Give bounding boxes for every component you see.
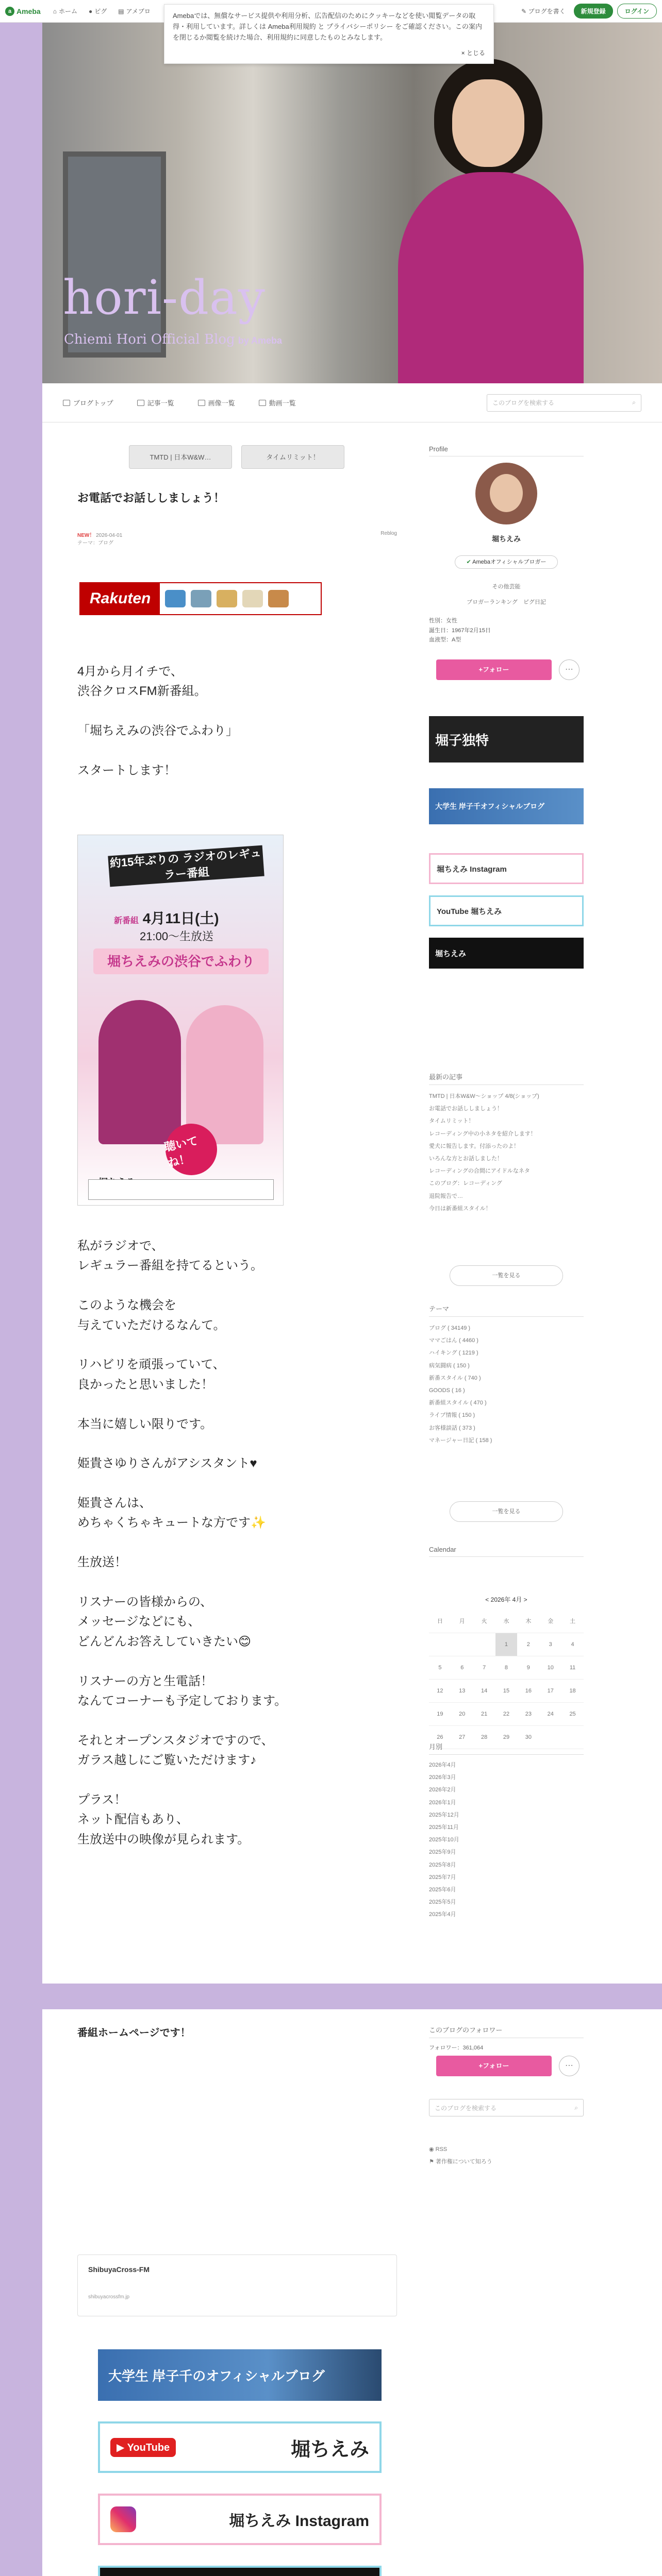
video-icon [259,400,266,406]
recent-entry-link[interactable]: TMTD | 日本W&W〜ショップ 4/8(ショップ) [429,1093,539,1099]
sidebar-banner-text: YouTube 堀ちえみ [437,907,502,916]
list-icon [137,400,144,406]
nav-videos-label: 動画一覧 [269,399,296,407]
nav-ameblo[interactable]: ▤ アメブロ [118,7,151,15]
link-card-title: ShibuyaCross-FM [88,2265,150,2274]
theme-link[interactable]: マネージャー日記 ( 158 ) [429,1437,492,1444]
program-home-text: 番組ホームページです！ [77,2027,191,2039]
nav-videos[interactable] [259,398,296,408]
copyright-link[interactable]: ⚑ 著作権について知ろう [429,2159,492,2165]
theme-link[interactable]: ハイキング ( 1219 ) [429,1350,478,1357]
signup-button[interactable]: 新規登録 [574,4,613,19]
calendar-weekday: 火 [481,1618,487,1624]
body-line: 4月から月イチで、 [77,665,183,679]
archive-link[interactable]: 2025年10月 [429,1837,459,1843]
body-line [77,1771,387,1790]
body-line [77,1474,387,1494]
body-line [77,1533,387,1553]
post-theme[interactable]: テーマ：ブログ [77,540,113,546]
calendar-day[interactable]: 9 [526,1665,530,1671]
theme-list [429,1322,492,1447]
nav-ameblo-label: アメブロ [126,8,151,15]
body-line: リハビリを頑張っていて、 [77,1358,225,1372]
profile-detail: 性別：女性 [429,618,457,624]
sidebar-banner-instagram[interactable] [429,853,584,884]
calendar-day[interactable]: 27 [459,1734,466,1740]
copyright-label: 著作権について知ろう [435,2159,492,2165]
body-line: めちゃくちゃキュートな方です✨ [77,1516,266,1530]
calendar-day[interactable]: 3 [549,1641,552,1648]
body-line [77,1335,387,1355]
body-line: ネット配信もあり、 [77,1812,189,1827]
calendar-week [429,1656,584,1680]
recent-entry-link[interactable]: 退院報告で… [429,1193,463,1199]
prev-entry-button[interactable]: TMTD | 日本W&W… [129,445,232,469]
sidebar-banner-x[interactable] [429,938,584,969]
youtube-banner-link[interactable] [98,2421,382,2473]
calendar-day[interactable]: 14 [481,1688,488,1694]
archive-link[interactable]: 2025年12月 [429,1811,459,1818]
archive-link[interactable]: 2025年7月 [429,1874,456,1880]
search-icon: ⌕ [574,2104,578,2111]
search-placeholder: このブログを検索する [492,399,555,406]
archive-link[interactable]: 2026年3月 [429,1774,456,1781]
logo-text: Ameba [16,7,41,15]
recent-heading-text: 最新の記事 [429,1072,584,1085]
profile-heading-text: Profile [429,445,584,456]
recent-entry-link[interactable]: お電話でお話ししましょう！ [429,1106,503,1112]
next-entry-button[interactable]: タイムリミット！ [241,445,344,469]
calendar-day[interactable]: 5 [438,1665,442,1671]
entry-pager [129,445,344,469]
calendar-weekday: 水 [503,1618,509,1624]
cookie-notice [164,4,494,64]
sidebar-banner-text: 堀ちえみ Instagram [437,865,507,874]
x-banner-link[interactable] [98,2566,382,2576]
sidebar-banner-2[interactable] [429,788,584,824]
radio-show-flyer-image[interactable] [77,835,284,1206]
recent-heading [429,1072,584,1090]
rakuten-logo: Rakuten [80,583,160,614]
blog-banner-link[interactable] [98,2349,382,2401]
archive-link[interactable]: 2025年4月 [429,1911,456,1918]
body-line [77,1711,387,1731]
sidebar-footer-links [429,2143,492,2168]
calendar [429,1595,584,1749]
body-line: プラス！ [77,1792,127,1807]
follower-follow-row [436,2056,580,2076]
calendar-day[interactable]: 12 [437,1688,443,1694]
calendar-day[interactable]: 20 [459,1711,466,1717]
calendar-day [473,1633,495,1656]
body-line: スタートします！ [77,763,176,777]
calendar-month[interactable]: < 2026年 4月 > [485,1596,527,1603]
archive-link[interactable]: 2026年4月 [429,1762,456,1768]
profile-avatar[interactable] [475,463,537,524]
body-line: 良かったと思いました！ [77,1377,213,1392]
calendar-day[interactable]: 26 [437,1734,443,1740]
image-icon [198,400,205,406]
cookie-close-button[interactable]: × とじる [461,49,485,57]
calendar-day[interactable]: 29 [503,1734,510,1740]
rakuten-ad-images [160,590,321,607]
body-line: ガラス越しにご覧いただけます♪ [77,1753,257,1768]
calendar-day[interactable]: 7 [483,1665,486,1671]
archive-heading-text: 月別 [429,1741,584,1755]
blog-header [42,23,662,383]
calendar-day[interactable]: 21 [481,1711,488,1717]
body-line: このような機会を [77,1298,176,1313]
follower-heading [429,2025,584,2043]
flyer-time: 21:00〜生放送 [140,930,214,943]
flyer-badge: 聴いてね！ [161,1119,222,1180]
calendar-heading [429,1546,584,1562]
write-blog-link[interactable]: ✎ ブログを書く [521,8,566,15]
profile-details [429,616,491,645]
calendar-day[interactable]: 11 [569,1665,576,1671]
blog-nav [42,383,662,422]
calendar-day[interactable]: 22 [503,1711,510,1717]
body-line: リスナーの皆様からの、 [77,1595,213,1609]
recent-more-button[interactable]: 一覧を見る [450,1265,563,1286]
calendar-day[interactable]: 19 [437,1711,443,1717]
profile-heading [429,445,584,462]
body-line: 生放送！ [77,1555,127,1570]
archive-link[interactable]: 2025年9月 [429,1849,456,1856]
body-line [77,1434,387,1454]
nav-pigg-label: ピグ [94,8,107,15]
body-line: メッセージなどにも、 [77,1615,201,1629]
body-line: 「堀ちえみの渋谷でふわり」 [77,724,238,738]
archive-heading [429,1741,584,1760]
banner-text: 大学生 岸子千のオフィシャルブログ [108,2368,325,2384]
sidebar-banner-text: 堀子独特 [435,732,489,748]
calendar-week [429,1680,584,1703]
rss-link[interactable]: ◉ RSS [429,2146,448,2153]
body-line: なんてコーナーも予定しております。 [77,1693,287,1708]
archive-link[interactable]: 2025年6月 [429,1886,456,1893]
theme-link[interactable]: ママごはん ( 4460 ) [429,1337,478,1344]
body-line [77,1395,387,1414]
profile-detail: 誕生日：1967年2月15日 [429,627,491,634]
calendar-day[interactable]: 15 [503,1688,510,1694]
nav-entries-label: 記事一覧 [147,399,174,407]
calendar-day[interactable]: 4 [571,1641,574,1648]
instagram-banner-link[interactable] [98,2494,382,2545]
flyer-show-name: 堀ちえみの渋谷でふわり [93,948,269,974]
theme-link[interactable]: 新番スタイル ( 740 ) [429,1375,481,1381]
calendar-day[interactable]: 17 [547,1688,554,1694]
post-title: お電話でお話ししましょう！ [77,492,225,504]
archive-link[interactable]: 2026年1月 [429,1799,456,1806]
flyer-new-label: 新番組 [114,917,139,925]
calendar-grid [429,1610,584,1749]
archive-link[interactable]: 2025年11月 [429,1824,459,1831]
sidebar-search-input[interactable] [429,2099,584,2116]
calendar-day[interactable]: 6 [460,1665,464,1671]
follower-count: フォロワー：361,064 [429,2045,484,2051]
more-options-button-2[interactable]: ⋯ [559,2056,580,2076]
calendar-weekdays [429,1610,584,1633]
blog-subtitle-text: Chiemi Hori Official Blog [64,332,235,347]
theme-more-button[interactable]: 一覧を見る [450,1501,563,1522]
flyer-date-text: 4月11日(土) [142,910,219,926]
recent-entry-link[interactable]: レコーディングの合間にアイドルなネタ [429,1168,530,1175]
calendar-day[interactable]: 8 [504,1665,508,1671]
archive-link[interactable]: 2025年8月 [429,1861,456,1868]
blog-title[interactable]: hori-day [63,270,266,325]
official-badge-text: Amebaオフィシャルブロガー [472,559,547,565]
reblog-button[interactable]: Reblog [380,531,397,536]
profile-name[interactable]: 堀ちえみ [492,535,521,543]
nav-blog-top-label: ブログトップ [73,399,113,407]
calendar-day [451,1633,473,1656]
write-blog-label: ブログを書く [528,8,566,15]
body-line: 姫貴さゆりさんがアシスタント♥ [77,1456,257,1471]
calendar-day[interactable]: 18 [569,1688,576,1694]
nav-images-label: 画像一覧 [208,399,235,407]
calendar-weekday: 金 [548,1618,554,1624]
flyer-photo-assistant [186,1005,263,1144]
theme-heading-text: テーマ [429,1303,584,1317]
theme-link[interactable]: ブログ ( 34149 ) [429,1325,471,1331]
theme-link[interactable]: ライブ情報 ( 150 ) [429,1412,475,1419]
sidebar-banner-text: 堀ちえみ [435,949,467,958]
flyer-header: 約15年ぶりの ラジオのレギュラー番組 [108,845,264,887]
calendar-day[interactable]: 10 [547,1665,554,1671]
body-line: 姫貴さんは、 [77,1496,152,1511]
blog-subtitle [64,332,282,347]
profile-follow-row [436,659,580,680]
flyer-date [114,907,219,928]
profile-category: その他芸能 [492,584,521,590]
archive-list [429,1759,459,1921]
banner-text: 堀ちえみ Instagram [229,2513,369,2530]
sidebar-banner-text: 大学生 岸子千オフィシャルブログ [435,802,545,810]
login-button[interactable]: ログイン [617,4,657,19]
calendar-day[interactable]: 1 [495,1633,518,1656]
program-link-card[interactable] [77,2255,397,2316]
body-line: どんどんお答えしていきたい😊 [77,1634,252,1649]
body-line [77,1652,387,1671]
sidebar-search-placeholder: このブログを検索する [435,2104,497,2112]
rss-label: RSS [435,2146,448,2153]
rakuten-ad-banner[interactable] [79,582,322,615]
body-line: 本当に嬉しい限りです。 [77,1417,213,1431]
nav-blog-top[interactable] [63,398,113,408]
nav-images[interactable] [198,398,235,408]
calendar-week [429,1703,584,1726]
calendar-weekday: 日 [437,1618,443,1624]
header-window [63,151,166,358]
calendar-day[interactable]: 2 [526,1641,530,1648]
theme-link[interactable]: 病気闘病 ( 150 ) [429,1362,470,1369]
recent-entry-link[interactable]: タイムリミット！ [429,1118,474,1125]
recent-list [429,1090,539,1215]
blog-search-input[interactable] [487,394,641,412]
profile-detail: 血液型：A型 [429,637,461,643]
theme-link[interactable]: お客様談話 ( 373 ) [429,1425,475,1431]
calendar-day[interactable]: 13 [459,1688,466,1694]
post-body-main [77,1236,387,1850]
cookie-notice-text: Amebaでは、無償なサービス提供や利用分析、広告配信のためにクッキーなどを使い閲覧データの取得・利用しています。詳しくは Ameba利用規約 と プライバシーポリシー をご確認ください。この案内を閉じるか閲覧を続けた場合、利用規約に同意したものとみなします。 [173,12,482,41]
nav-home-label: ホーム [58,8,77,15]
nav-home[interactable]: ⌂ ホーム [53,7,77,15]
calendar-weekday: 月 [459,1618,465,1624]
profile-ranking[interactable]: ブロガーランキング ピグ日記 [467,599,546,605]
recent-entry-link[interactable]: このブログ：レコーディング [429,1180,502,1187]
youtube-icon: ▶ YouTube [110,2438,176,2457]
link-card-url: shibuyacrossfm.jp [88,2294,130,2300]
follow-button[interactable]: +フォロー [436,659,552,680]
calendar-week [429,1633,584,1656]
theme-heading [429,1303,584,1322]
calendar-day[interactable]: 25 [569,1711,576,1717]
calendar-day[interactable]: 30 [525,1734,532,1740]
archive-link[interactable]: 2026年2月 [429,1787,456,1793]
flyer-photo-host [98,1000,181,1144]
sidebar-banner-1[interactable] [429,716,584,762]
body-line: 渋谷クロスFM新番組。 [77,684,207,699]
search-icon: ⌕ [632,399,636,406]
sidebar-banner-youtube[interactable] [429,895,584,926]
recent-entry-link[interactable]: 愛犬に報告します。付添ったのよ！ [429,1143,520,1149]
post-body-intro [77,662,387,781]
calendar-weekday: 土 [570,1618,576,1624]
post-date: 2026-04-01 [96,533,123,538]
calendar-day[interactable]: 23 [525,1711,532,1717]
theme-link[interactable]: 新番組スタイル ( 470 ) [429,1400,487,1406]
calendar-day[interactable]: 28 [481,1734,488,1740]
post-meta [77,531,397,546]
calendar-day[interactable]: 16 [525,1688,532,1694]
official-badge: ✔ Amebaオフィシャルブロガー [455,555,558,569]
calendar-heading-text: Calendar [429,1546,584,1557]
follower-heading-text: このブログのフォロワー [429,2025,584,2038]
body-line: 生放送中の映像が見られます。 [77,1832,250,1846]
nav-pigg[interactable]: ● ピグ [88,7,107,15]
new-badge: NEW！ [77,533,95,538]
body-line [77,1573,387,1592]
body-line: 与えていただけるなんて。 [77,1318,226,1332]
follow-button-2[interactable]: +フォロー [436,2056,552,2076]
instagram-icon [110,2506,136,2532]
calendar-day[interactable]: 24 [547,1711,554,1717]
recent-entry-link[interactable]: レコーディング中の小ネタを紹介します！ [429,1130,536,1137]
ameba-logo[interactable] [5,7,41,16]
body-line [77,1276,387,1296]
nav-entries[interactable] [137,398,174,408]
body-line: 私がラジオで、 [77,1239,164,1253]
body-line: それとオープンスタジオですので、 [77,1733,274,1748]
calendar-day [429,1633,451,1656]
recent-entry-link[interactable]: いろんな方とお話しました！ [429,1155,503,1162]
more-options-button[interactable]: ⋯ [559,659,580,680]
body-line: レギュラー番組を持てるという。 [77,1259,263,1273]
archive-link[interactable]: 2025年5月 [429,1899,456,1906]
powered-by: by Ameba [238,335,283,346]
home-icon [63,400,70,406]
banner-text: 堀ちえみ [290,2438,369,2461]
calendar-weekday: 木 [525,1618,532,1624]
recent-entry-link[interactable]: 今日は新番組スタイル！ [429,1205,491,1212]
ameba-logo-icon: a [5,7,14,16]
body-line: リスナーの方と生電話！ [77,1674,213,1688]
header-photo-person [398,59,584,383]
theme-link[interactable]: GOODS ( 16 ) [429,1387,465,1394]
flyer-footer-info [88,1179,274,1200]
